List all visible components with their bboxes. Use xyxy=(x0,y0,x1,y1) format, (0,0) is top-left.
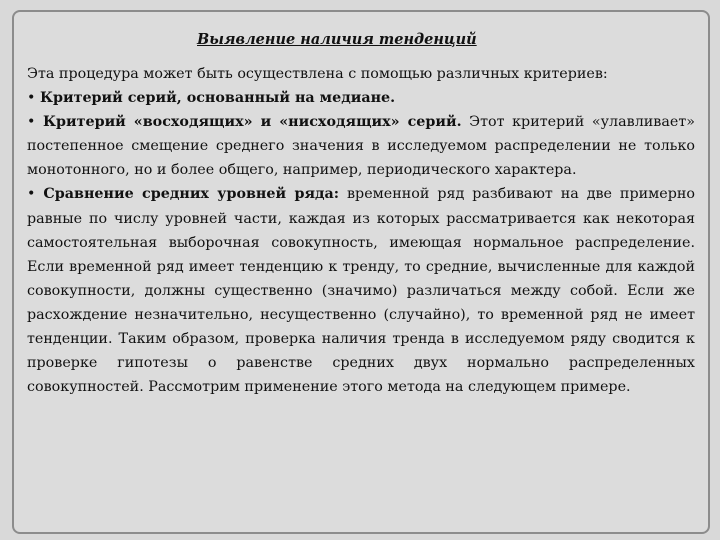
bullet-icon: • xyxy=(27,114,36,131)
item-bold-text: Критерий серий, основанный на медиане. xyxy=(39,90,396,107)
slide-body xyxy=(27,62,695,399)
item-text: временной ряд разбивают на две примерно равные по числу уровней части, каждая из которых рассматривается как некоторая самостоятельная выборочная совокупность, имеющая нормальное распределение. Если временной ряд имеет тенденцию к тренду, то средние, вычисленные для каждой совокупности, должны существенно (значимо) различаться между собой. Если же расхождение незначительно, несущественно (случайно), то временной ряд не имеет тенденции. Таким образом, проверка наличия тренда в исследуемом ряду сводится к проверке гипотезы о равенстве средних двух нормально распределенных совокупностей. Рассмотрим применение этого метода на следующем примере. xyxy=(27,186,696,396)
slide-title: Выявление наличия тенденций xyxy=(197,31,477,48)
list-item-means-comparison xyxy=(27,182,695,399)
list-item-median-criterion xyxy=(27,86,695,110)
item-text: Этот критерий «улавливает» постепенное смещение среднего значения в исследуемом распределении не только монотонного, но и более общего, например, периодического характера. xyxy=(27,114,695,179)
item-bold-text: Сравнение средних уровней ряда: xyxy=(43,186,340,203)
intro-text: Эта процедура может быть осуществлена с помощью различных критериев: xyxy=(27,66,608,82)
item-bold-text: Критерий «восходящих» и «нисходящих» серий. xyxy=(43,114,462,131)
bullet-icon: • xyxy=(27,186,36,203)
bullet-icon: • xyxy=(27,90,36,107)
list-item-series-criterion xyxy=(27,110,695,182)
